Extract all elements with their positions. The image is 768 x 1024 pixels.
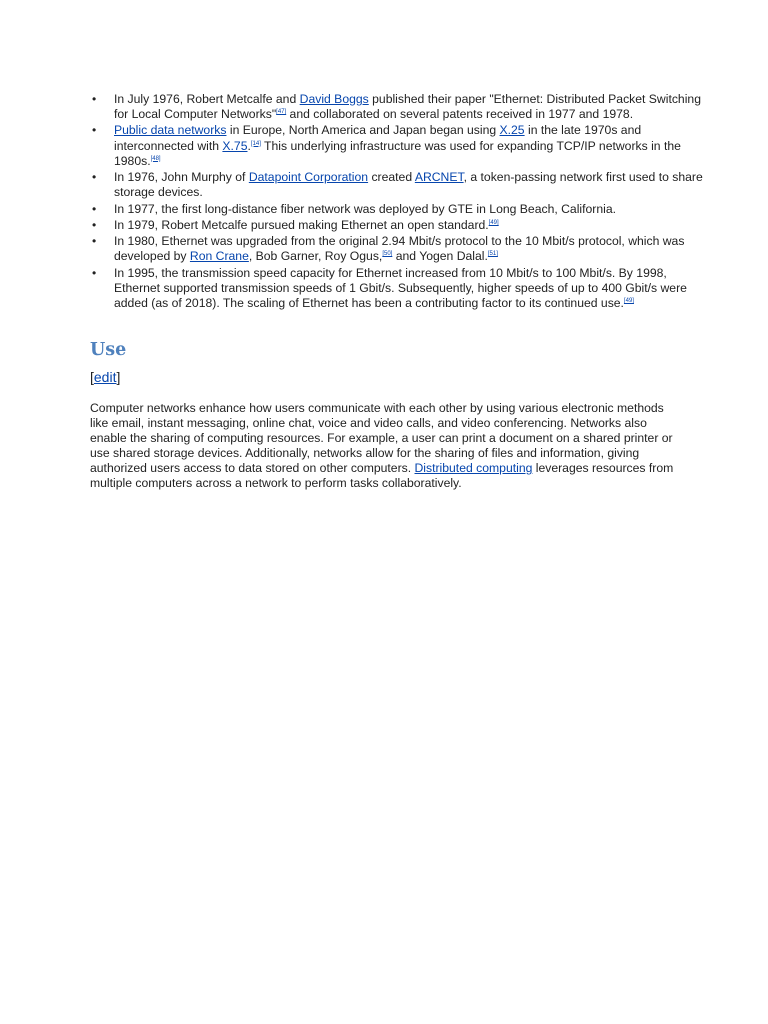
reference-51 bbox=[488, 251, 498, 257]
item-text: In 1980, Ethernet was upgraded from the original 2.94 Mbit/s protocol to the 10 Mbit/s protocol, which was developed by bbox=[114, 234, 685, 264]
item-text: in the late 1970s and interconnected with bbox=[114, 123, 642, 153]
list-item bbox=[92, 217, 706, 233]
link-david-boggs[interactable]: David Boggs bbox=[299, 92, 369, 106]
list-item bbox=[92, 92, 706, 122]
item-text: in Europe, North America and Japan began using bbox=[226, 123, 500, 138]
bullet-dot: • bbox=[92, 217, 97, 232]
bullet-dot: • bbox=[92, 234, 97, 249]
item-text: , Bob Garner, Roy Ogus, bbox=[248, 249, 383, 264]
bullet-dot: • bbox=[92, 265, 97, 280]
list-item bbox=[92, 265, 706, 311]
bullet-dot: • bbox=[92, 201, 97, 216]
edit-link[interactable]: edit bbox=[93, 369, 117, 385]
list-item bbox=[92, 123, 706, 168]
item-text: In 1995, the transmission speed capacity for Ethernet increased from 10 Mbit/s to 100 Mbit/s. By 1998, Ethernet supported transmission speeds of 1 Gbit/s. Subsequently, higher speeds of up to 400 Gbit/s were added (as of 2018). The scaling of Ethernet has been a contributing factor to its continued use. bbox=[114, 265, 687, 310]
item-text: In 1979, Robert Metcalfe pursued making Ethernet an open standard. bbox=[114, 217, 489, 232]
edit-bracket-close: ] bbox=[116, 369, 121, 385]
item-text: This underlying infrastructure was used for expanding TCP/IP networks in the 1980s. bbox=[114, 138, 681, 168]
link-x25[interactable]: X.25 bbox=[499, 123, 525, 138]
edit-bracket-open: [ bbox=[90, 369, 94, 385]
paragraph-text: Computer networks enhance how users communicate with each other by using various electronic methods like email, instant messaging, online chat, voice and video calls, and video conferencing. Networks also enable the sharing of computing resources. For example, a user can print a document on a shared printer or use shared storage devices. Additionally, networks allow for the sharing of files and information, giving authorized users access to data stored on other computers. bbox=[90, 401, 673, 476]
link-distributed-computing[interactable]: Distributed computing bbox=[414, 461, 533, 476]
section-heading-use: Use bbox=[90, 340, 127, 360]
edit-section bbox=[90, 369, 120, 385]
item-text: In 1977, the first long-distance fiber network was deployed by GTE in Long Beach, California. bbox=[114, 201, 616, 216]
bullet-dot: • bbox=[92, 92, 97, 106]
bullet-dot: • bbox=[92, 123, 97, 138]
reference-link[interactable]: [48] bbox=[150, 155, 161, 162]
reference-link[interactable]: [14] bbox=[250, 140, 261, 147]
history-bullet-list bbox=[90, 92, 706, 312]
list-item bbox=[92, 170, 706, 200]
bullet-dot: • bbox=[92, 170, 97, 185]
item-text: In 1976, John Murphy of bbox=[114, 170, 249, 185]
item-text: , a token-passing network first used to share storage devices. bbox=[114, 170, 703, 200]
link-x75[interactable]: X.75 bbox=[222, 138, 248, 153]
use-paragraph bbox=[90, 401, 682, 492]
reference-50 bbox=[382, 251, 392, 257]
item-text: . bbox=[247, 138, 251, 153]
item-text: and Yogen Dalal. bbox=[392, 249, 488, 264]
reference-link[interactable]: [50] bbox=[382, 251, 393, 258]
reference-14 bbox=[251, 141, 261, 147]
paragraph-text: leverages resources from multiple computers across a network to perform tasks collaboratively. bbox=[90, 461, 674, 491]
item-text: published their paper "Ethernet: Distributed Packet Switching for Local Computer Networks" bbox=[114, 92, 701, 122]
item-text: In July 1976, Robert Metcalfe and bbox=[114, 92, 300, 106]
reference-47 bbox=[276, 109, 286, 115]
reference-link[interactable]: [49] bbox=[623, 297, 634, 304]
reference-link[interactable]: [47] bbox=[276, 109, 287, 116]
item-text: and collaborated on several patents received in 1977 and 1978. bbox=[286, 107, 634, 122]
reference-49 bbox=[489, 220, 499, 226]
reference-link[interactable]: [49] bbox=[488, 219, 499, 226]
link-public-data-networks[interactable]: Public data networks bbox=[114, 123, 227, 138]
reference-49 bbox=[624, 298, 634, 304]
list-item bbox=[92, 201, 706, 217]
reference-48 bbox=[151, 156, 161, 162]
reference-link[interactable]: [51] bbox=[487, 251, 498, 258]
link-datapoint-corporation[interactable]: Datapoint Corporation bbox=[248, 170, 369, 185]
link-ron-crane[interactable]: Ron Crane bbox=[189, 249, 249, 264]
item-text: created bbox=[368, 170, 415, 185]
link-arcnet[interactable]: ARCNET bbox=[414, 170, 464, 185]
list-item bbox=[92, 234, 706, 264]
